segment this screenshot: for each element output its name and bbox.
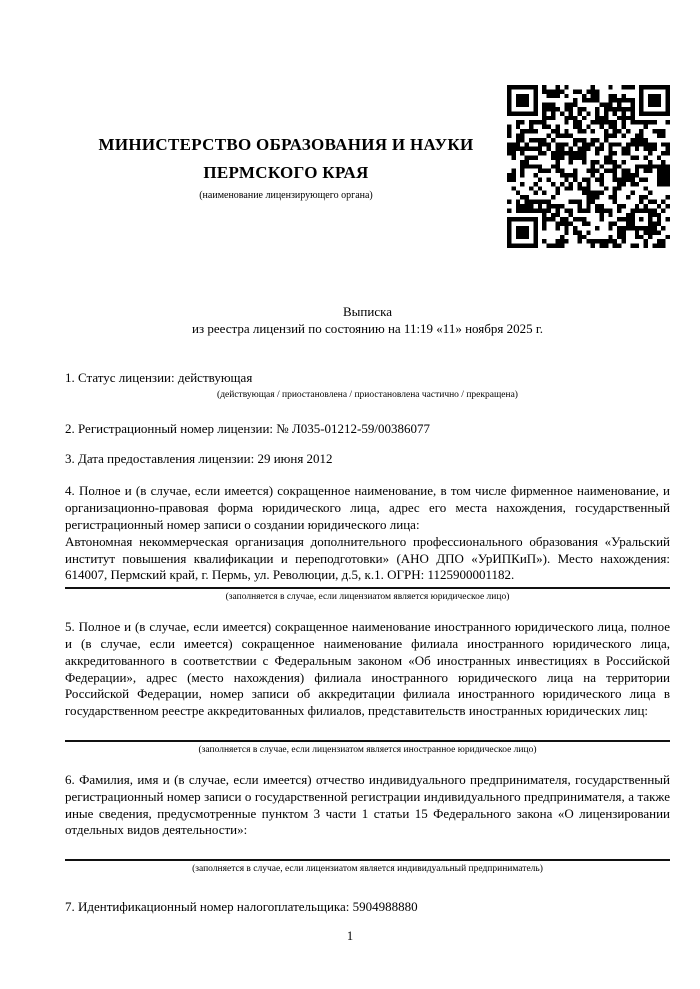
qr-code-canvas — [507, 85, 670, 248]
foreign-entity-item — [65, 619, 670, 756]
foreign-entity-caption: (заполняется в случае, если лицензиатом является иностранное юридическое лицо) — [198, 744, 537, 755]
license-status-item — [65, 370, 670, 401]
entrepreneur-label: 6. Фамилия, имя и (в случае, если имеется) отчество индивидуального предпринимателя, государственный регистрационный номер записи о государственной регистрации индивидуального предпринимателя, а также иные сведения, предусмотренные пунктом 3 части 1 статьи 15 Федерального закона «О лицензировании отдельных видов деятельности»: — [65, 771, 670, 838]
license-date-text: 3. Дата предоставления лицензии: 29 июня 2012 — [65, 450, 333, 466]
document-content — [0, 85, 700, 916]
licensing-authority — [65, 85, 507, 248]
taxpayer-id-item — [65, 899, 670, 916]
extract-title-block — [65, 303, 670, 337]
extract-title: Выписка — [343, 304, 392, 319]
taxpayer-id-text: 7. Идентификационный номер налогоплательщика: 5904988880 — [65, 899, 418, 915]
license-date-item — [65, 451, 670, 468]
license-number-text: 2. Регистрационный номер лицензии: № Л035-01212-59/00386077 — [65, 420, 431, 436]
extract-subtitle: из реестра лицензий по состоянию на 11:19 «11» ноября 2025 г. — [192, 321, 543, 336]
license-status-options-caption: (действующая / приостановлена / приостановлена частично / прекращена) — [217, 389, 518, 400]
entrepreneur-caption: (заполняется в случае, если лицензиатом является индивидуальный предприниматель) — [192, 864, 543, 875]
legal-entity-caption: (заполняется в случае, если лицензиатом является юридическое лицо) — [225, 592, 510, 603]
foreign-entity-blank-rule — [65, 740, 670, 742]
qr-code — [507, 85, 670, 248]
foreign-entity-label: 5. Полное и (в случае, если имеется) сокращенное наименование иностранного юридического лица, полное и (в случае, если имеется) сокращенное наименование филиала иностранного юридического лица, аккредитованного в соответствии с Федеральным законом «Об иностранных инвестициях в Российской Федерации», адрес (место нахождения) филиала иностранного юридического лица на территории Российской Федерации, номер записи об аккредитации филиала иностранного юридического лица в государственном реестре аккредитованных филиалов, представительств иностранных юридических лиц: — [65, 619, 670, 719]
page-number: 1 — [346, 929, 354, 943]
document-header — [65, 85, 670, 248]
entrepreneur-blank-rule — [65, 859, 670, 861]
ministry-caption: (наименование лицензирующего органа) — [199, 190, 373, 201]
legal-entity-item — [65, 483, 670, 603]
license-number-item — [65, 421, 670, 438]
entrepreneur-item — [65, 772, 670, 875]
ministry-name-line1: МИНИСТЕРСТВО ОБРАЗОВАНИЯ И НАУКИ — [98, 135, 474, 154]
legal-entity-value: Автономная некоммерческая организация дополнительного профессионального образования «Уральский институт повышения квалификации и переподготовки» (АНО ДПО «УрИПКиП»). Место нахождения: 614007, Пермский край, г. Пермь, ул. Революции, д.5, к.1. ОГРН: 1125900001182. — [65, 534, 670, 589]
license-status-text: 1. Статус лицензии: действующая — [65, 370, 253, 385]
ministry-name-line2: ПЕРМСКОГО КРАЯ — [203, 163, 369, 182]
legal-entity-label: 4. Полное и (в случае, если имеется) сокращенное наименование, в том числе фирменное наименование, и организационно-правовая форма юридического лица, адрес его места нахождения, государственный регистрационный номер записи о создании юридического лица: — [65, 483, 670, 532]
